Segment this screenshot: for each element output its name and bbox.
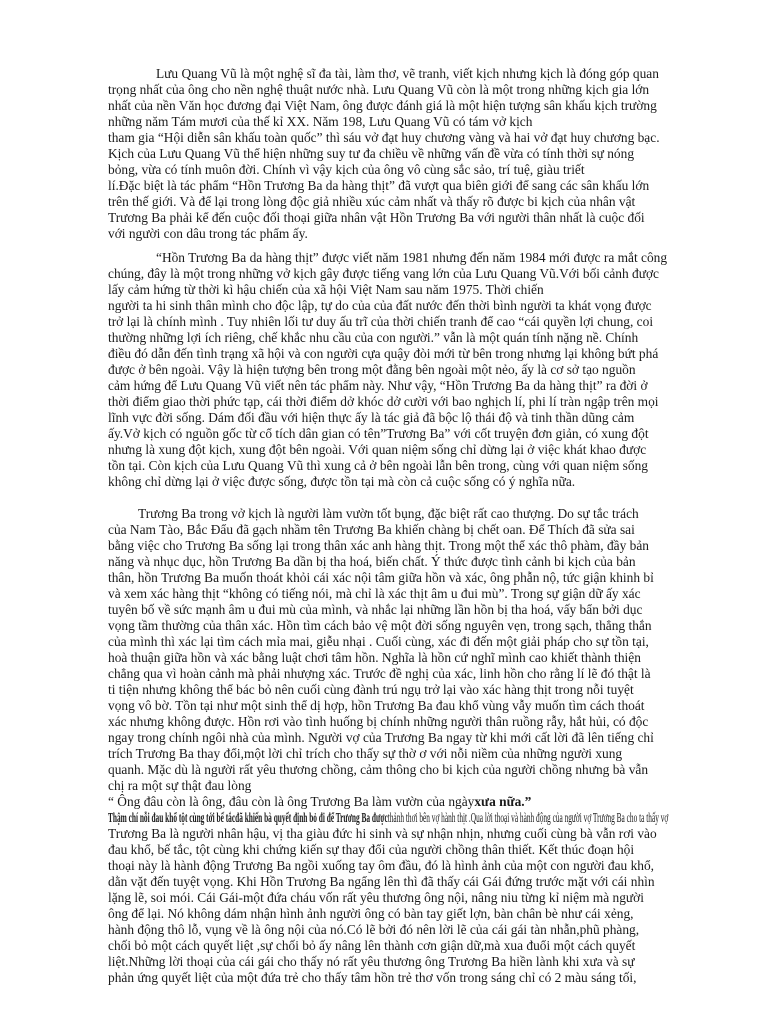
text-line: bỏng, vừa có tính muôn đời. Chính vì vậy kịch của ông vô cùng sắc sảo, trí tuệ, giàu triết [108,162,585,177]
text-line: bằng việc cho Trương Ba sống lại trong thân xác anh hàng thịt. Trong một thể xác thô phàm, đầy bản [108,538,649,553]
text-line [108,986,668,1002]
text-run: “ Ông đâu còn là ông, đâu còn là ông Trương Ba làm vườn của ngày [108,794,475,809]
bold-quote: xưa nữa.” [474,794,532,809]
text-line: Trương Ba phải kể đến cuộc đối thoại giữa nhân vật Hồn Trương Ba với người thân nhất là cuộc đối [108,210,645,225]
text-line: xác nhưng không được. Hồn rơi vào tình huống bị chính những người thân ruồng rẫy, hắt hủi, có độc [108,714,649,729]
text-line: Lưu Quang Vũ là một nghệ sĩ đa tài, làm thơ, vẽ tranh, viết kịch nhưng kịch là đóng góp quan [156,66,659,81]
text-line: đau khổ, bế tắc, tột cùng khi chứng kiến sự thay đổi của người chồng thân thiết. Kết thúc đoạn hội [108,842,635,857]
text-line: tuyên bố về sức mạnh âm u đui mù của mình, và nhắc lại những lần hồn bị tha hoá, vấy bẩn bởi dục [108,602,643,617]
text-line: của Nam Tào, Bắc Đẩu đã gạch nhầm tên Trương Ba khiến chàng bị chết oan. Để Thích đã sửa sai [108,522,635,537]
text-line: Trương Ba là người nhân hậu, vị tha giàu đức hi sinh và sự nhận nhịn, nhưng cuối cùng bà vẫn rơi vào [108,826,657,841]
text-line: Trương Ba trong vở kịch là người làm vườn tốt bụng, đặc biệt rất cao thượng. Do sự tắc trách [138,506,639,521]
text-line: thường những lợi ích riêng, chế khắc nhu cầu của con người.” vẫn là một quán tính nặng nề. Chính [108,330,639,345]
text-line: điều đó dẫn đến tình trạng xã hội và con người cựa quậy đòi mới từ bên trong nhưng lại không bứt phá [108,346,659,361]
text-line: trọng nhất của ông cho nền nghệ thuật nước nhà. Lưu Quang Vũ còn là một trong những kịch gia lớn [108,82,650,97]
bold-quote: Thậm chí nỗi đau khổ tột cùng tới bế tắcđã khiến bà quyết định bỏ đi để Trương Ba được [108,810,388,825]
text-line: cảm hứng để Lưu Quang Vũ viết nên tác phẩm này. Như vậy, “Hồn Trương Ba da hàng thịt” ra đời ở [108,378,648,393]
text-line: được ở bên ngoài. Vậy là hiện tượng bên trong một đằng bên ngoài một nẻo, ấy là cơ sở tạo nguồn [108,362,636,377]
text-line: dằn vặt đến tuyệt vọng. Khi Hồn Trương Ba ngẩng lên thì đã thấy cái Gái đứng trước mặt với cái nhìn [108,874,655,889]
text-line: quanh. Mặc dù là người rất yêu thương chồng, cảm thông cho bi kịch của người chồng nhưng bà vẫn [108,762,649,777]
text-line: tham gia “Hội diễn sân khấu toàn quốc” thì sáu vở đạt huy chương vàng và hai vở đạt huy chương bạc. [108,130,660,145]
text-line: lĩnh vực đời sống. Dám đối đầu với hiện thực ấy là tác giả đã bộc lộ thái độ và tinh thần dũng cảm [108,410,635,425]
text-line: chối bỏ một cách quyết liệt ,sự chối bỏ ấy nâng lên thành cơn giận dữ,mà xua đuổi một cách quyết [108,938,636,953]
text-line [108,1002,668,1018]
text-line [108,794,668,810]
text-line: lí.Đặc biệt là tác phẩm “Hồn Trương Ba da hàng thịt” đã vượt qua biên giới để sang các sân khấu lớn [108,178,650,193]
text-line: của mình thì xác lại tìm cách mỉa mai, giễu nhại . Cuối cùng, xác đi đến một giải pháp cho sự tồn tại, [108,634,649,649]
text-line: thoại này là hành động Trương Ba ngồi xuống tay ôm đầu, đó là hình ảnh của một con người đau khổ, [108,858,655,873]
text-line: không chỉ dừng lại ở việc được sống, được tồn tại mà còn cả cuộc sống có ý nghĩa nữa. [108,474,576,489]
text-line: lấy cảm hứng từ thời kì hậu chiến của xã hội Việt Nam sau năm 1975. Thời chiến [108,282,544,297]
text-line: ông để lại. Nó không dám nhận hình ảnh người ông có bàn tay giết lợn, bàn chân bè như cái xẻng, [108,906,634,921]
text-line: thân, hồn Trương Ba muốn thoát khỏi cái xác nội tâm giữa hồn và xác, ông phẫn nộ, tức giận khinh bỉ [108,570,654,585]
text-line: năng và nhục dục, hồn Trương Ba dần bị tha hoá, biến chất. Ý thức được tình cảnh bi kịch của bản [108,554,636,569]
text-line: trở lại là chính mình . Tuy nhiên lối tư duy ấu trĩ của thời chiến tranh để cao “cái quyền lợi chung, coi [108,314,654,329]
text-line: liệt.Những lời thoại của cái gái cho thấy nó rất yêu thương ông Trương Ba hiền lành khi xưa và sự [108,954,635,969]
text-line: hoà thuận giữa hồn và xác bằng luật chơi tâm hồn. Nghĩa là hồn cứ nghĩ mình cao khiết thành thiện [108,650,641,665]
text-line: ấy.Vở kịch có nguồn gốc từ cổ tích dân gian có tên”Trương Ba” với cốt truyện đơn giản, có xung đột [108,426,649,441]
text-line: trích Trương Ba thay đổi,một lời chỉ trích cho thấy sự thờ ơ với nỗi niềm của những người xung [108,746,623,761]
text-line: và xem xác hàng thịt “không có tiếng nói, mà chỉ là xác thịt âm u đui mù”. Trong sự giận dữ ấy xác [108,586,641,601]
text-line: vọng vô bờ. Tồn tại như một sinh thể dị hợp, hồn Trương Ba đau khổ vùng vẫy muốn tìm cách thoát [108,698,645,713]
text-line: ngay trong chính ngôi nhà của mình. Người vợ của Trương Ba ngay từ khi mới cất lời đã lên tiếng chỉ [108,730,654,745]
text-line: chị ra một sự thật đau lòng [108,778,252,793]
text-line: hành động thô lỗ, vụng về là ông nội của nó.Có lẽ bởi đó nên lời lẽ của cái gái tàn nhẫn,phũ phàng, [108,922,640,937]
text-line: nhất của nền Văn học đương đại Việt Nam, ông được đánh giá là một hiện tượng sân khấu kịch trường [108,98,657,113]
text-line: với người con dâu trong tác phẩm ấy. [108,226,308,241]
text-line: “Hồn Trương Ba da hàng thịt” được viết năm 1981 nhưng đến năm 1984 mới được ra mắt công [156,250,668,265]
text-line: tồn tại. Còn kịch của Lưu Quang Vũ thì xung cả ở bên ngoài lẫn bên trong, cùng với quan niệm sống [108,458,648,473]
text-line: nhưng là xung đột kịch, xung đột bên ngoài. Với quan niệm sống chỉ dừng lại ở việc khát khao được [108,442,647,457]
text-line: Kịch của Lưu Quang Vũ thể hiện những suy tư đa chiều về những vấn đề vừa có tính thời sự nóng [108,146,635,161]
text-line: thời điểm giao thời phức tạp, cái thời điểm dở khóc dở cười với bao nghịch lí, phi lí tràn ngập trên mọi [108,394,659,409]
text-line: trên thế giới. Và để lại trong lòng độc giả nhiều xúc cảm nhất và thấy rõ được bi kịch của nhân vật [108,194,636,209]
text-line: lặng lẽ, soi mói. Cái Gái-một đứa cháu vốn rất yêu thương ông nội, nâng niu từng kỉ niệm mà người [108,890,644,905]
text-line: chúng, đây là một trong những vở kịch gây được tiếng vang lớn của Lưu Quang Vũ.Với bối cảnh được [108,266,659,281]
text-line: chẳng qua vì hoàn cảnh mà phải nhượng xác. Trước đề nghị của xác, linh hồn cho rằng lí lẽ đó thật là [108,666,651,681]
text-line: những năm Tám mươi của thế kỉ XX. Năm 198, Lưu Quang Vũ có tám vở kịch [108,114,533,129]
text-run: thảnh thơi bên vợ hành thịt .Qua lời thoại và hành động của người vợ Trương Ba cho ta thấy vợ [387,810,669,825]
text-line: ti tiện nhưng không thể bác bỏ nên cuối cùng đành trú ngụ trở lại vào xác hàng thịt trong nỗi tuyệt [108,682,634,697]
text-line: người ta hi sinh thân mình cho độc lập, tự do của của đất nước đến thời bình người ta khát vọng được [108,298,652,313]
text-line: phản ứng quyết liệt của một đứa trẻ cho thấy tâm hồn trẻ thơ vốn trong sáng chỉ có 2 màu sáng tối, [108,970,637,985]
text-line [108,810,669,826]
text-line: vọng tầm thường của thân xác. Hồn tìm cách bảo vệ một đời sống nguyên vẹn, trong sạch, thẳng thắn [108,618,652,633]
